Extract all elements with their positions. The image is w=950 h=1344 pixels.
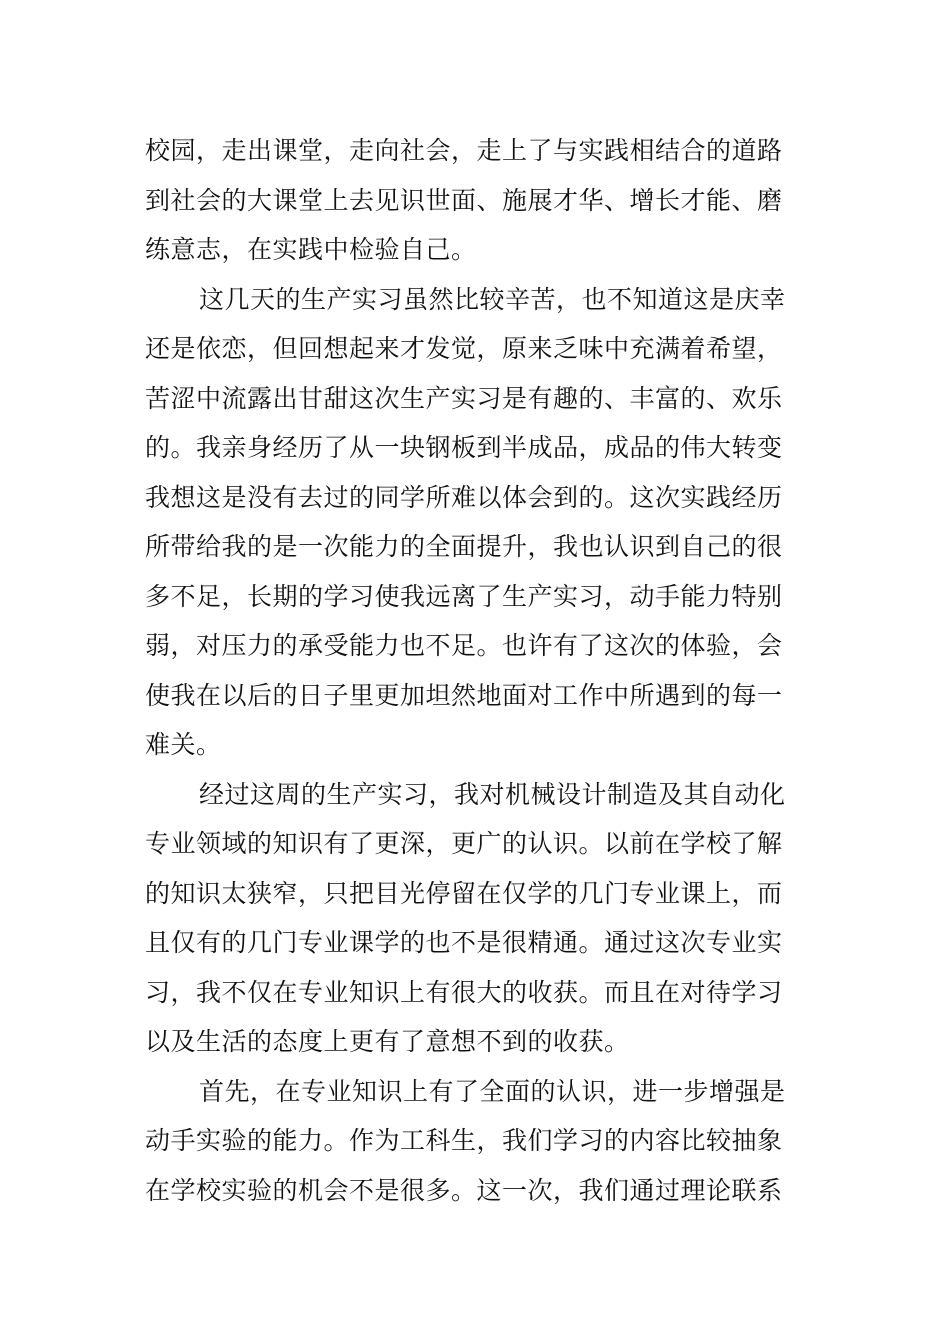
paragraph-line: 弱，对压力的承受能力也不足。也许有了这次的体验，会 xyxy=(145,631,783,660)
paragraph-line: 的。我亲身经历了从一块钢板到半成品，成品的伟大转变 xyxy=(145,433,783,462)
paragraph-line: 多不足，长期的学习使我远离了生产实习，动手能力特别 xyxy=(145,581,783,611)
paragraph-line: 练意志，在实践中检验自己。 xyxy=(145,235,477,264)
paragraph-4 xyxy=(145,1067,810,1216)
paragraph-line: 使我在以后的日子里更加坦然地面对工作中所遇到的每一 xyxy=(145,680,783,710)
paragraph-line: 到社会的大课堂上去见识世面、施展才华、增长才能、磨 xyxy=(145,185,783,215)
paragraph-line: 的知识太狭窄，只把目光停留在仅学的几门专业课上，而 xyxy=(145,878,783,908)
paragraph-line: 难关。 xyxy=(145,730,222,759)
paragraph-line: 以及生活的态度上更有了意想不到的收获。 xyxy=(145,1027,630,1056)
paragraph-line: 且仅有的几门专业课学的也不是很精通。通过这次专业实 xyxy=(145,928,783,957)
paragraph-line: 动手实验的能力。作为工科生，我们学习的内容比较抽象 xyxy=(145,1126,783,1155)
paragraph-line: 习，我不仅在专业知识上有很大的收获。而且在对待学习 xyxy=(145,977,783,1007)
paragraph-first-line: 这几天的生产实习虽然比较辛苦，也不知道这是庆幸 xyxy=(199,284,786,314)
paragraph-first-line: 经过这周的生产实习，我对机械设计制造及其自动化 xyxy=(199,779,786,809)
paragraph-2 xyxy=(145,275,810,770)
paragraph-first-line: 首先，在专业知识上有了全面的认识，进一步增强是 xyxy=(199,1076,786,1106)
paragraph-3 xyxy=(145,770,810,1067)
paragraph-line: 校园，走出课堂，走向社会，走上了与实践相结合的道路 xyxy=(145,136,783,165)
paragraph-1 xyxy=(145,126,810,275)
paragraph-line: 我想这是没有去过的同学所难以体会到的。这次实践经历 xyxy=(145,482,783,512)
paragraph-line: 专业领域的知识有了更深，更广的认识。以前在学校了解 xyxy=(145,829,783,858)
document-body xyxy=(145,126,810,1215)
paragraph-line: 所带给我的是一次能力的全面提升，我也认识到自己的很 xyxy=(145,532,783,561)
paragraph-line: 苦涩中流露出甘甜这次生产实习是有趣的、丰富的、欢乐 xyxy=(145,383,783,413)
paragraph-line: 还是依恋，但回想起来才发觉，原来乏味中充满着希望， xyxy=(145,334,783,363)
paragraph-line: 在学校实验的机会不是很多。这一次，我们通过理论联系 xyxy=(145,1175,783,1205)
